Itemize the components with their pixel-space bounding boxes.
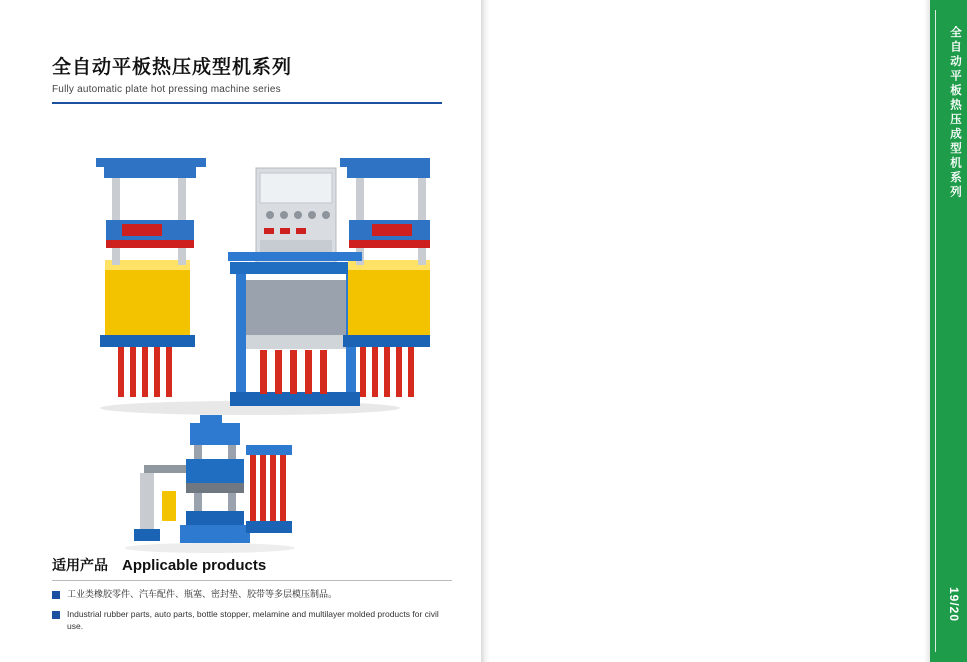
page-gutter	[481, 0, 490, 662]
secondary-machine-photo	[100, 415, 315, 555]
right-page	[490, 0, 967, 662]
applicable-item-en	[52, 608, 452, 633]
applicable-text-cn: 工业类橡胶零件、汽车配件、瓶塞、密封垫、胶带等多层模压制品。	[67, 589, 338, 599]
section-tab[interactable]	[930, 0, 967, 662]
left-page	[0, 0, 480, 662]
section-tab-label: 全自动平板热压成型机系列	[949, 26, 961, 200]
page-title: 全自动平板热压成型机系列	[52, 57, 293, 78]
page-title-block	[52, 52, 442, 104]
title-divider	[52, 102, 442, 104]
applicable-title-en: Applicable products	[122, 557, 267, 574]
applicable-products-section	[52, 555, 452, 633]
main-machine-photo	[60, 120, 430, 420]
bullet-square-icon	[52, 611, 60, 619]
applicable-divider	[52, 580, 452, 581]
page-number: 19/20	[947, 586, 961, 622]
bullet-square-icon	[52, 591, 60, 599]
applicable-text-en: Industrial rubber parts, auto parts, bottle stopper, melamine and multilayer molded products for civil use.	[67, 609, 439, 632]
applicable-item-cn	[52, 588, 452, 601]
applicable-title-cn: 适用产品	[52, 557, 108, 573]
page-subtitle: Fully automatic plate hot pressing machine series	[52, 84, 281, 95]
